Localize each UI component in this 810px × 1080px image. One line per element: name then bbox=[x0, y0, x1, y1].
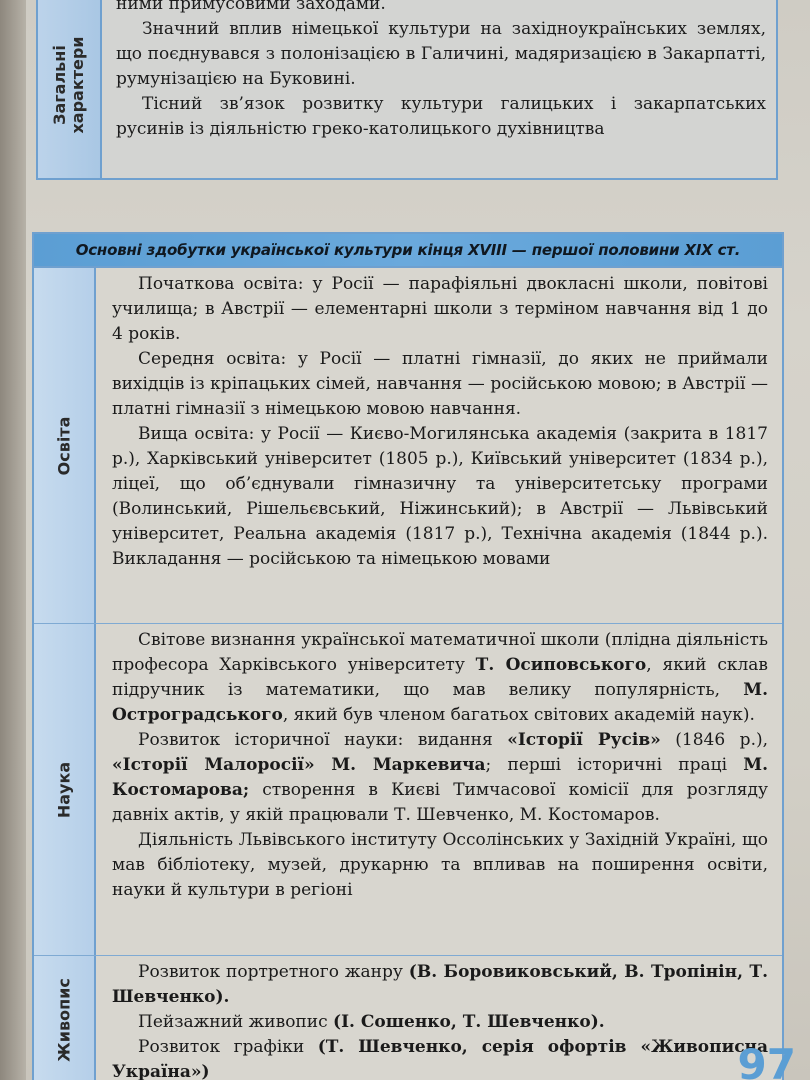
education-paragraph: Середня освіта: у Росії — платні гімназії, до яких не приймали вихідців із кріпацьких сімей, навчання — російською мовою; в Австрії — платні гімназії з німецькою мовою навчання. bbox=[112, 349, 768, 419]
culture-achievements-table bbox=[32, 232, 784, 1080]
text-run: Пейзажний живопис bbox=[138, 1012, 334, 1032]
row-content-education bbox=[96, 268, 782, 623]
table-row-science bbox=[34, 624, 782, 956]
bold-names: (Т. Шевченко, bbox=[317, 1037, 468, 1057]
previous-table-line: ними примусовими заходами. bbox=[116, 0, 386, 14]
text-run: , який склав підручник із математики, що мав велику популярність, bbox=[112, 655, 768, 700]
painting-paragraph bbox=[112, 1010, 768, 1035]
page-binding-edge bbox=[0, 0, 26, 1080]
bold-title: «Історії Малоросії» М. Маркевича bbox=[112, 755, 486, 775]
page-number: 97 bbox=[737, 1040, 796, 1080]
row-content-science bbox=[96, 624, 782, 955]
text-run: Розвиток графіки bbox=[138, 1037, 318, 1057]
previous-table-side-label: Загальні характери bbox=[50, 36, 87, 134]
bold-name: М. Костомарова; bbox=[112, 755, 768, 800]
bold-names: (І. Сошенко, Т. Шевченко). bbox=[333, 1012, 605, 1032]
science-paragraph bbox=[112, 628, 768, 728]
education-paragraph: Вища освіта: у Росії — Києво-Могилянська академія (закрита в 1817 р.), Харківський університет (1805 р.), Київський університет (1834 р.), ліцеї, що об’єднували гімназичну та університетську програми (Волинський, Рішельєвський, Ніжинський); в Австрії — Львівський університет, Реальна академія (1817 р.), Технічна академія (1844 р.). Викладання — російською та німецькою мовами bbox=[112, 424, 768, 569]
text-run: ; перші історичні праці bbox=[485, 755, 744, 775]
text-run: Розвиток портретного жанру bbox=[138, 962, 409, 982]
previous-table-line: Тісний зв’язок розвитку культури галицьких і закарпатських русинів із діяльністю греко-католицького духівництва bbox=[116, 94, 766, 139]
row-header-science bbox=[34, 624, 96, 955]
painting-paragraph bbox=[112, 1035, 768, 1080]
previous-table bbox=[36, 0, 778, 180]
bold-title: серія офортів «Живописна Україна») bbox=[112, 1037, 769, 1080]
education-paragraph: Початкова освіта: у Росії — парафіяльні двокласні школи, повітові училища; в Австрії — елементарні школи з терміном навчання від 1 до 4 років. bbox=[112, 274, 768, 344]
table-row-painting bbox=[34, 956, 782, 1080]
bold-title: «Історії Русів» bbox=[507, 730, 661, 750]
text-run: створення в Києві Тимчасової комісії для розгляду давніх актів, у якій працювали Т. Шевченко, М. Костомаров. bbox=[112, 780, 768, 825]
previous-table-side bbox=[38, 0, 102, 178]
science-paragraph: Діяльність Львівського інституту Оссолінських у Західній Україні, що мав бібліотеку, музей, друкарню та впливав на поширення освіти, науки й культури в регіоні bbox=[112, 830, 768, 900]
text-run: Розвиток історичної науки: видання bbox=[138, 730, 508, 750]
text-run: , який був членом багатьох світових академій наук). bbox=[282, 705, 755, 725]
table-title: Основні здобутки української культури кінця XVIII — першої половини XIX ст. bbox=[34, 234, 782, 268]
row-label-science: Наука bbox=[54, 761, 74, 818]
row-label-education: Освіта bbox=[54, 416, 74, 475]
row-header-painting bbox=[34, 956, 96, 1080]
text-run: (1846 р.), bbox=[660, 730, 769, 750]
previous-table-line: Значний вплив німецької культури на західноукраїнських землях, що поєднувався з полонізацією в Галичині, мадяризацією в Закарпатті, румунізацією на Буковині. bbox=[116, 19, 766, 89]
text-run: Світове визнання української математичної школи (плідна діяльність професора Харківського університету bbox=[112, 630, 768, 675]
previous-table-text bbox=[102, 0, 776, 178]
bold-name: М. Остроградського bbox=[112, 680, 768, 725]
bold-names: (В. Боровиковський, В. Тропінін, Т. Шевченко). bbox=[112, 962, 768, 1007]
row-header-education bbox=[34, 268, 96, 623]
bold-name: Т. Осиповського bbox=[475, 655, 647, 675]
row-label-painting: Живопис bbox=[54, 978, 74, 1062]
painting-paragraph bbox=[112, 960, 768, 1010]
science-paragraph bbox=[112, 728, 768, 828]
row-content-painting bbox=[96, 956, 782, 1080]
table-row-education bbox=[34, 268, 782, 624]
